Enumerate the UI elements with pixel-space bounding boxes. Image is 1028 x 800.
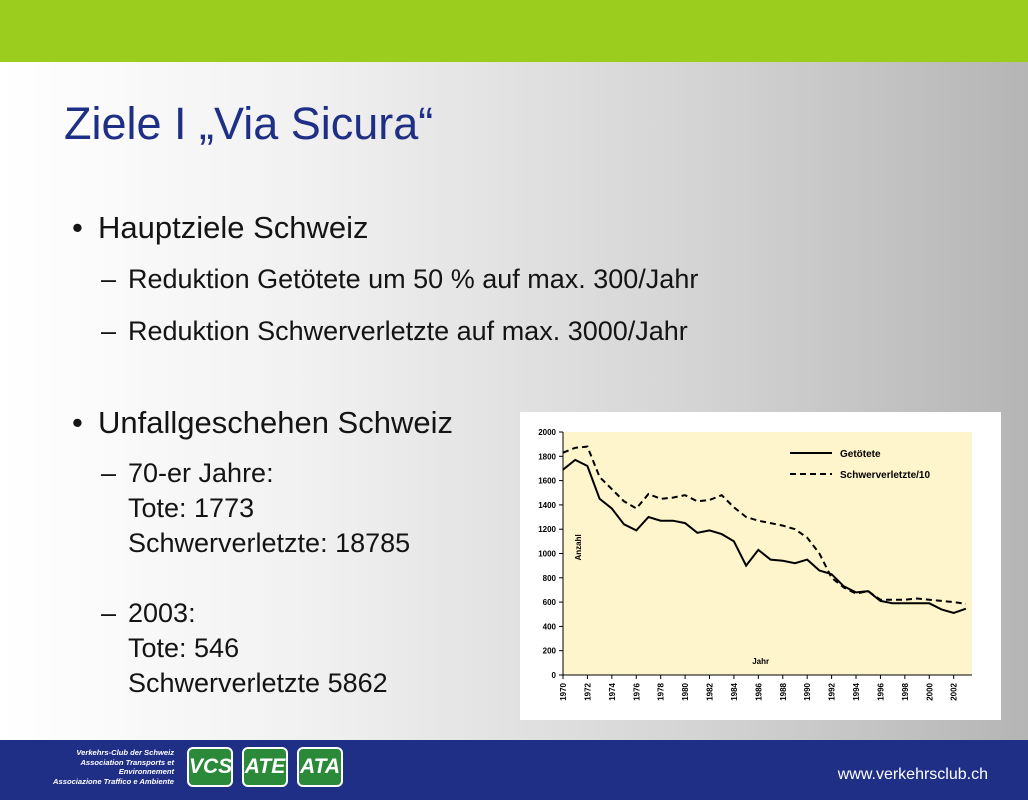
x-tick-label: 1978 (656, 683, 666, 701)
bullet-hauptziele (72, 210, 369, 246)
logo-badge-ata: ATA (297, 747, 343, 787)
x-tick-label: 1990 (803, 683, 813, 701)
x-axis-label: Jahr (752, 657, 770, 667)
x-tick-label: 2002 (949, 683, 959, 701)
x-tick-label: 1970 (559, 683, 568, 701)
legend-label: Schwerverletzte/10 (840, 470, 931, 481)
bullet-label: Unfallgeschehen Schweiz (98, 405, 453, 440)
x-tick-label: 2000 (925, 683, 935, 701)
sub-item-schwerverletzte: Schwerverletzte: 18785 (128, 528, 411, 558)
sub-item-tote: Tote: 1773 (128, 493, 255, 523)
plot-area (563, 432, 972, 675)
top-accent-bar (0, 0, 1028, 62)
y-tick-label: 2000 (538, 428, 556, 437)
sub-item-text: Reduktion Schwerverletzte auf max. 3000/Jahr (128, 316, 688, 346)
x-tick-label: 1972 (583, 683, 593, 701)
sub-item-2003: – 2003: Tote: 546 Schwerverletzte 5862 (101, 596, 388, 701)
x-tick-label: 1998 (900, 683, 910, 701)
legend-label: Getötete (840, 449, 881, 460)
y-tick-label: 400 (542, 622, 556, 632)
sub-item-70er: – 70-er Jahre: Tote: 1773 Schwerverletzte: 18785 (101, 456, 410, 561)
org-name-block (34, 748, 174, 786)
sub-item-heading: 70-er Jahre: (128, 458, 274, 488)
x-tick-label: 1988 (778, 683, 788, 701)
slide-title: Ziele I „Via Sicura“ (64, 98, 434, 149)
sub-item-tote: Tote: 546 (128, 633, 240, 663)
bullet-dot: • (72, 210, 83, 245)
line-chart (520, 412, 1001, 720)
footer-url[interactable]: www.verkehrsclub.ch (837, 766, 988, 783)
x-tick-label: 1976 (632, 683, 642, 701)
org-name-line: Verkehrs-Club der Schweiz (76, 748, 174, 757)
chart-panel (520, 412, 1001, 720)
y-tick-label: 1400 (538, 500, 556, 510)
y-tick-label: 0 (551, 671, 556, 680)
y-tick-label: 1600 (538, 476, 556, 486)
y-axis-label: Anzahl (574, 534, 583, 561)
y-tick-label: 1000 (538, 549, 556, 559)
sub-item-schwerverletzte: Schwerverletzte 5862 (128, 668, 388, 698)
sub-item-text: Reduktion Getötete um 50 % auf max. 300/Jahr (128, 264, 699, 294)
y-tick-label: 1200 (538, 525, 556, 535)
y-tick-label: 800 (542, 573, 556, 583)
bullet-dot: • (72, 405, 83, 440)
x-tick-label: 1986 (754, 683, 764, 701)
logo-badge-vcs: VCS (187, 747, 233, 787)
bullet-label: Hauptziele Schweiz (98, 210, 369, 245)
logo-badge-ate: ATE (242, 747, 288, 787)
org-name-line: Association Transports et Environnement (80, 757, 174, 776)
sub-item-heading: 2003: (128, 598, 196, 628)
sub-item-goal-2: – Reduktion Schwerverletzte auf max. 3000/Jahr (101, 316, 688, 346)
sub-item-goal-1: – Reduktion Getötete um 50 % auf max. 300/Jahr (101, 264, 699, 294)
x-tick-label: 1984 (729, 683, 739, 701)
x-tick-label: 1992 (827, 683, 837, 701)
org-name-line: Associazione Traffico e Ambiente (53, 776, 174, 786)
y-tick-label: 600 (542, 598, 556, 608)
x-tick-label: 1996 (876, 683, 886, 701)
x-tick-label: 1982 (705, 683, 715, 701)
x-tick-label: 1980 (681, 683, 691, 701)
x-tick-label: 1974 (607, 683, 617, 701)
bullet-unfallgeschehen (72, 405, 453, 441)
y-tick-label: 200 (542, 646, 556, 656)
y-tick-label: 1800 (538, 452, 556, 462)
x-tick-label: 1994 (852, 683, 862, 701)
